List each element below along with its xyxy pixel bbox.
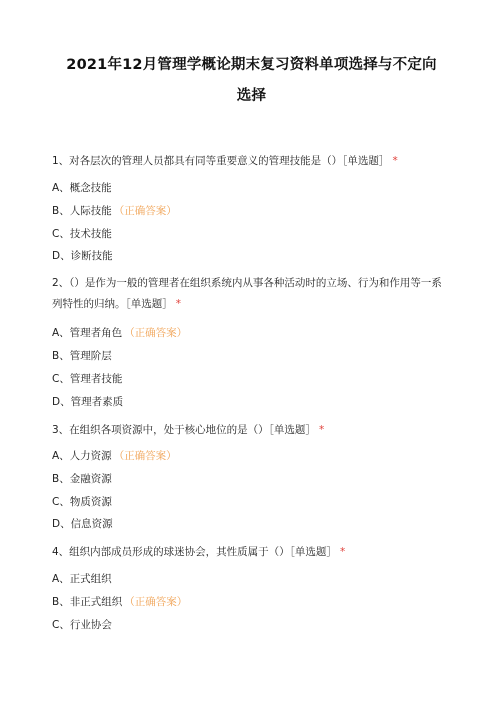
question-1-option-c: [52, 227, 112, 241]
option-label: A、人力资源: [52, 450, 112, 462]
question-1: [52, 151, 452, 172]
question-3-text: 3、在组织各项资源中，处于核心地位的是（）［单选题］: [52, 424, 316, 436]
correct-answer-marker: （正确答案）: [113, 450, 177, 462]
option-label: C、行业协会: [52, 619, 112, 631]
option-label: D、管理者素质: [52, 396, 124, 408]
required-star: *: [318, 424, 325, 436]
question-3-option-b: [52, 472, 112, 486]
question-3-option-c: [52, 495, 112, 509]
required-star: *: [339, 546, 346, 558]
option-label: A、管理者角色: [52, 327, 123, 339]
option-label: A、正式组织: [52, 573, 112, 585]
option-label: D、诊断技能: [52, 250, 113, 262]
question-4-text: 4、组织内部成员形成的球迷协会，其性质属于（）［单选题］: [52, 546, 337, 558]
question-2: [52, 273, 452, 315]
question-2-option-b: [52, 349, 112, 363]
question-4-option-c: [52, 618, 112, 632]
question-1-text: 1、对各层次的管理人员都具有同等重要意义的管理技能是（）［单选题］: [52, 155, 390, 167]
question-1-option-d: [52, 249, 113, 263]
question-2-text: 2、（）是作为一般的管理者在组织系统内从事各种活动时的立场、行为和作用等一系列特性的归纳。［单选题］: [52, 277, 442, 310]
required-star: *: [175, 298, 181, 310]
question-2-option-a: [52, 326, 187, 340]
question-4-option-b: [52, 595, 187, 609]
question-3: [52, 420, 452, 441]
document-title-line-1: 2021年12月管理学概论期末复习资料单项选择与不定向: [66, 57, 437, 73]
correct-answer-marker: （正确答案）: [113, 205, 177, 217]
question-3-option-d: [52, 517, 113, 531]
question-2-option-c: [52, 372, 122, 386]
option-label: D、信息资源: [52, 518, 113, 530]
required-star: *: [392, 155, 398, 167]
correct-answer-marker: （正确答案）: [124, 327, 188, 339]
option-label: C、物质资源: [52, 496, 112, 508]
question-4: [52, 542, 452, 563]
option-label: A、概念技能: [52, 182, 112, 194]
option-label: B、非正式组织: [52, 596, 123, 608]
correct-answer-marker: （正确答案）: [124, 596, 188, 608]
question-1-option-b: [52, 204, 177, 218]
option-label: C、技术技能: [52, 228, 112, 240]
option-label: C、管理者技能: [52, 373, 123, 385]
document-title-line-2: 选择: [236, 88, 267, 104]
question-1-option-a: [52, 181, 112, 195]
question-4-option-a: [52, 572, 112, 586]
option-label: B、管理阶层: [52, 350, 112, 362]
question-2-option-d: [52, 395, 123, 409]
question-3-option-a: [52, 449, 177, 463]
option-label: B、金融资源: [52, 473, 112, 485]
option-label: B、人际技能: [52, 205, 112, 217]
